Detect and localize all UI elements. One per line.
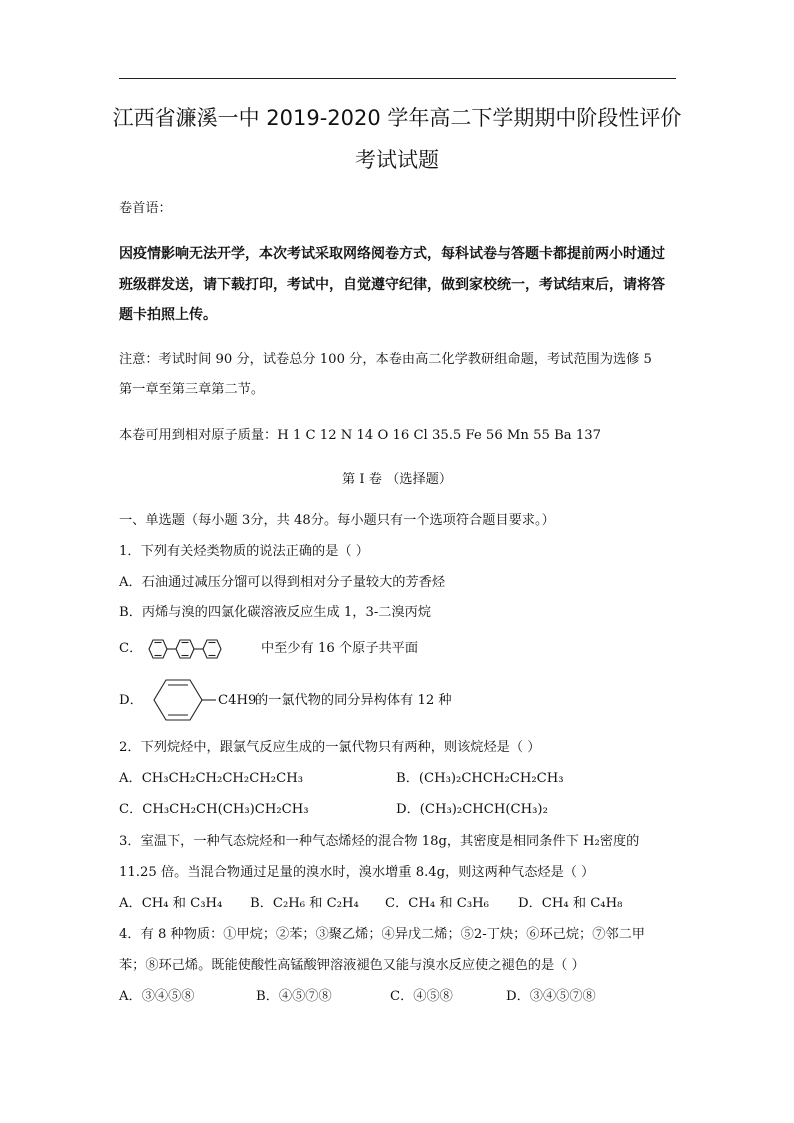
atomic-masses: 本卷可用到相对原子质量：H 1 C 12 N 14 O 16 Cl 35.5 Fe 56 Mn 55 Ba 137: [119, 428, 601, 443]
preface-notice-line3: 题卡拍照上传。: [119, 307, 217, 323]
q3-option-b: B．C₂H₆ 和 C₂H₄: [250, 896, 359, 911]
q1-option-a: A．石油通过减压分馏可以得到相对分子量较大的芳香烃: [119, 575, 446, 590]
q4-option-c: C．④⑤⑧: [390, 989, 453, 1004]
exam-title-line2: 考试试题: [355, 148, 439, 172]
notes-line1: 注意：考试时间 90 分，试卷总分 100 分，本卷由高二化学教研组命题，考试范围为选修 5: [119, 352, 652, 367]
c4h9-substituent: C4H9: [218, 693, 257, 708]
q4-option-b: B．④⑤⑦⑧: [256, 989, 332, 1004]
q3-option-d: D．CH₄ 和 C₄H₈: [518, 896, 623, 911]
q2-option-b: B．(CH₃)₂CHCH₂CH₂CH₃: [396, 771, 564, 786]
q3-option-c: C．CH₄ 和 C₃H₆: [385, 896, 489, 911]
section-title: 第 Ⅰ 卷 （选择题）: [341, 472, 453, 487]
q1-option-c-label: C．: [119, 641, 143, 656]
q2-stem: 2．下列烷烃中，跟氯气反应生成的一氯代物只有两种，则该烷烃是（ ）: [119, 740, 541, 755]
preface-notice-line1: 因疫情影响无法开学，本次考试采取网络阅卷方式，每科试卷与答题卡都提前两小时通过: [119, 246, 665, 262]
terphenyl-structure: [142, 632, 260, 666]
q2-option-d: D．(CH₃)₂CHCH(CH₃)₂: [396, 802, 548, 817]
preface-notice-line2: 班级群发送，请下载打印，考试中，自觉遵守纪律，做到家校统一，考试结束后，请将答: [119, 277, 665, 293]
q4-option-d: D．③④⑤⑦⑧: [506, 989, 596, 1004]
q2-option-c: C．CH₃CH₂CH(CH₃)CH₂CH₃: [119, 802, 309, 817]
q3-stem-line1: 3．室温下，一种气态烷烃和一种气态烯烃的混合物 18g，其密度是相同条件下 H₂密度的: [119, 834, 640, 849]
q3-stem-line2: 11.25 倍。当混合物通过足量的溴水时，溴水增重 8.4g，则这两种气态烃是（ ）: [119, 865, 595, 880]
q1-stem: 1．下列有关烃类物质的说法正确的是（ ）: [119, 544, 369, 559]
q1-option-c-text: 中至少有 16 个原子共平面: [261, 641, 419, 656]
notes-line2: 第一章至第三章第二节。: [119, 382, 265, 397]
q1-option-d-label: D．: [119, 693, 143, 708]
q4-stem-line1: 4．有 8 种物质：①甲烷；②苯；③聚乙烯；④异戊二烯；⑤2-丁炔；⑥环己烷；⑦邻二甲: [119, 927, 645, 942]
preface-label: 卷首语：: [119, 201, 172, 216]
exam-title-line1: 江西省濂溪一中 2019-2020 学年高二下学期期中阶段性评价: [112, 106, 682, 130]
benzene-ring-structure: [150, 675, 220, 725]
q1-option-d-text: 的一氯代物的同分异构体有 12 种: [255, 693, 452, 708]
q1-option-b: B．丙烯与溴的四氯化碳溶液反应生成 1，3-二溴丙烷: [119, 605, 432, 620]
q4-option-a: A．③④⑤⑧: [119, 989, 195, 1004]
q2-option-a: A．CH₃CH₂CH₂CH₂CH₂CH₃: [119, 771, 303, 786]
header-rule: [119, 78, 676, 79]
q4-stem-line2: 苯；⑧环己烯。既能使酸性高锰酸钾溶液褪色又能与溴水反应使之褪色的是（ ）: [119, 958, 585, 973]
section-heading: 一、单选题（每小题 3分，共 48分。每小题只有一个选项符合题目要求。）: [119, 513, 555, 528]
q3-option-a: A．CH₄ 和 C₃H₄: [119, 896, 223, 911]
